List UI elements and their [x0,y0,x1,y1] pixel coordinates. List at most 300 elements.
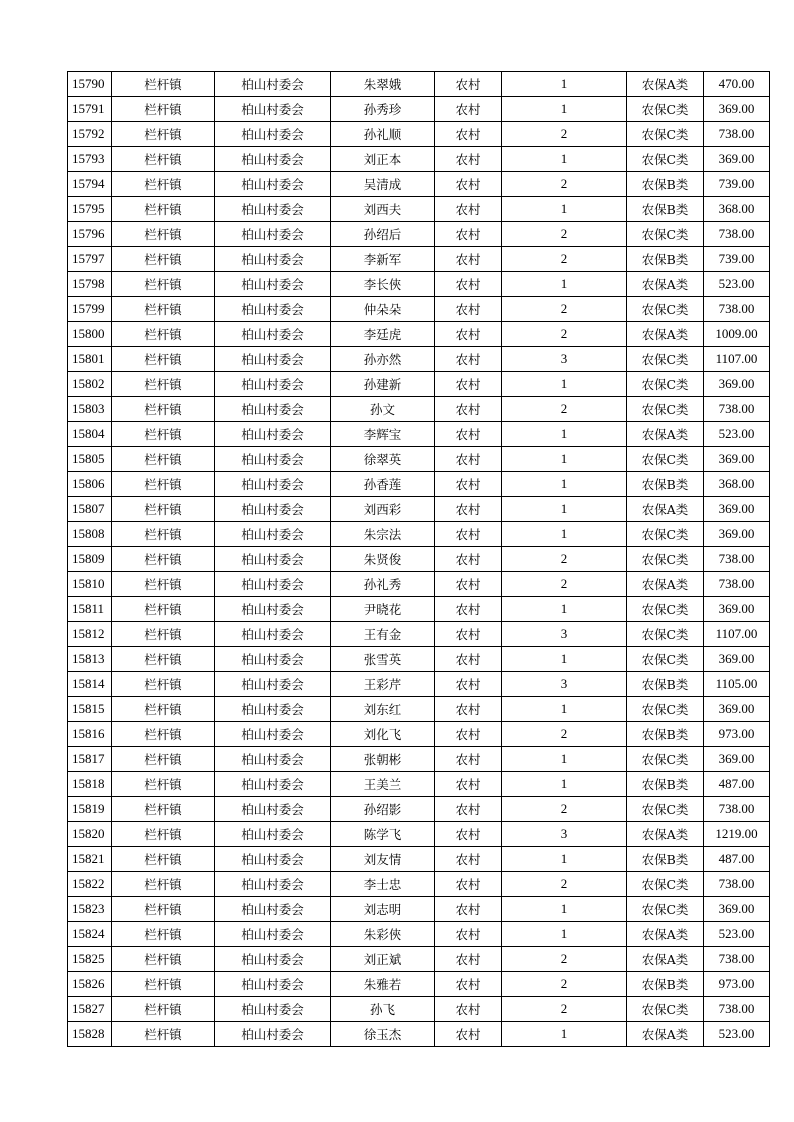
village-committee-cell: 柏山村委会 [215,397,331,422]
record-id-cell: 15813 [68,647,112,672]
table-row [68,822,770,847]
area-type-cell: 农村 [435,772,502,797]
record-id-cell: 15827 [68,997,112,1022]
record-id-cell: 15819 [68,797,112,822]
town-cell: 栏杆镇 [112,372,215,397]
village-committee-cell: 柏山村委会 [215,722,331,747]
person-name-cell: 孙飞 [331,997,435,1022]
village-committee-cell: 柏山村委会 [215,972,331,997]
table-row [68,847,770,872]
household-count-cell: 1 [502,372,627,397]
table-row [68,347,770,372]
amount-cell: 738.00 [704,997,770,1022]
insurance-class-cell: 农保C类 [627,397,704,422]
record-id-cell: 15807 [68,497,112,522]
town-cell: 栏杆镇 [112,72,215,97]
person-name-cell: 孙亦然 [331,347,435,372]
record-id-cell: 15824 [68,922,112,947]
insurance-class-cell: 农保A类 [627,1022,704,1047]
table-row [68,997,770,1022]
table-row [68,872,770,897]
household-count-cell: 2 [502,172,627,197]
household-count-cell: 2 [502,247,627,272]
area-type-cell: 农村 [435,697,502,722]
area-type-cell: 农村 [435,172,502,197]
town-cell: 栏杆镇 [112,322,215,347]
area-type-cell: 农村 [435,322,502,347]
amount-cell: 973.00 [704,722,770,747]
amount-cell: 369.00 [704,97,770,122]
town-cell: 栏杆镇 [112,922,215,947]
table-row [68,247,770,272]
record-id-cell: 15803 [68,397,112,422]
village-committee-cell: 柏山村委会 [215,197,331,222]
household-count-cell: 1 [502,897,627,922]
town-cell: 栏杆镇 [112,297,215,322]
town-cell: 栏杆镇 [112,997,215,1022]
insurance-class-cell: 农保C类 [627,147,704,172]
records-body [68,72,770,1047]
village-committee-cell: 柏山村委会 [215,822,331,847]
village-committee-cell: 柏山村委会 [215,997,331,1022]
amount-cell: 368.00 [704,197,770,222]
person-name-cell: 刘友情 [331,847,435,872]
village-committee-cell: 柏山村委会 [215,222,331,247]
town-cell: 栏杆镇 [112,847,215,872]
table-row [68,522,770,547]
area-type-cell: 农村 [435,1022,502,1047]
area-type-cell: 农村 [435,347,502,372]
village-committee-cell: 柏山村委会 [215,147,331,172]
village-committee-cell: 柏山村委会 [215,872,331,897]
record-id-cell: 15808 [68,522,112,547]
area-type-cell: 农村 [435,897,502,922]
person-name-cell: 刘东红 [331,697,435,722]
record-id-cell: 15823 [68,897,112,922]
town-cell: 栏杆镇 [112,897,215,922]
table-row [68,472,770,497]
record-id-cell: 15797 [68,247,112,272]
amount-cell: 739.00 [704,172,770,197]
person-name-cell: 刘西夫 [331,197,435,222]
insurance-class-cell: 农保C类 [627,697,704,722]
insurance-class-cell: 农保B类 [627,772,704,797]
insurance-class-cell: 农保A类 [627,422,704,447]
village-committee-cell: 柏山村委会 [215,1022,331,1047]
village-committee-cell: 柏山村委会 [215,472,331,497]
amount-cell: 738.00 [704,797,770,822]
record-id-cell: 15798 [68,272,112,297]
area-type-cell: 农村 [435,572,502,597]
table-row [68,572,770,597]
table-row [68,747,770,772]
village-committee-cell: 柏山村委会 [215,947,331,972]
town-cell: 栏杆镇 [112,747,215,772]
record-id-cell: 15816 [68,722,112,747]
insurance-class-cell: 农保B类 [627,247,704,272]
records-table [67,71,770,1047]
household-count-cell: 2 [502,572,627,597]
table-row [68,897,770,922]
town-cell: 栏杆镇 [112,447,215,472]
area-type-cell: 农村 [435,522,502,547]
household-count-cell: 1 [502,747,627,772]
record-id-cell: 15812 [68,622,112,647]
person-name-cell: 吴清成 [331,172,435,197]
amount-cell: 738.00 [704,122,770,147]
record-id-cell: 15790 [68,72,112,97]
person-name-cell: 仲朵朵 [331,297,435,322]
village-committee-cell: 柏山村委会 [215,622,331,647]
amount-cell: 369.00 [704,747,770,772]
table-row [68,372,770,397]
amount-cell: 738.00 [704,572,770,597]
household-count-cell: 1 [502,1022,627,1047]
village-committee-cell: 柏山村委会 [215,172,331,197]
village-committee-cell: 柏山村委会 [215,522,331,547]
village-committee-cell: 柏山村委会 [215,772,331,797]
table-row [68,597,770,622]
area-type-cell: 农村 [435,647,502,672]
town-cell: 栏杆镇 [112,547,215,572]
household-count-cell: 2 [502,297,627,322]
table-row [68,697,770,722]
insurance-class-cell: 农保C类 [627,747,704,772]
insurance-class-cell: 农保C类 [627,297,704,322]
household-count-cell: 1 [502,847,627,872]
record-id-cell: 15791 [68,97,112,122]
table-row [68,422,770,447]
person-name-cell: 王美兰 [331,772,435,797]
town-cell: 栏杆镇 [112,172,215,197]
record-id-cell: 15806 [68,472,112,497]
household-count-cell: 1 [502,697,627,722]
insurance-class-cell: 农保B类 [627,847,704,872]
record-id-cell: 15810 [68,572,112,597]
amount-cell: 369.00 [704,647,770,672]
table-row [68,797,770,822]
town-cell: 栏杆镇 [112,147,215,172]
table-row [68,972,770,997]
village-committee-cell: 柏山村委会 [215,572,331,597]
insurance-class-cell: 农保C类 [627,122,704,147]
household-count-cell: 1 [502,772,627,797]
record-id-cell: 15793 [68,147,112,172]
town-cell: 栏杆镇 [112,347,215,372]
insurance-class-cell: 农保C类 [627,372,704,397]
household-count-cell: 3 [502,672,627,697]
area-type-cell: 农村 [435,872,502,897]
amount-cell: 487.00 [704,772,770,797]
area-type-cell: 农村 [435,272,502,297]
household-count-cell: 1 [502,147,627,172]
person-name-cell: 王有金 [331,622,435,647]
household-count-cell: 2 [502,722,627,747]
insurance-class-cell: 农保C类 [627,872,704,897]
person-name-cell: 刘正本 [331,147,435,172]
household-count-cell: 2 [502,997,627,1022]
town-cell: 栏杆镇 [112,397,215,422]
insurance-class-cell: 农保B类 [627,972,704,997]
person-name-cell: 李廷虎 [331,322,435,347]
area-type-cell: 农村 [435,122,502,147]
amount-cell: 738.00 [704,872,770,897]
table-row [68,497,770,522]
record-id-cell: 15804 [68,422,112,447]
record-id-cell: 15826 [68,972,112,997]
household-count-cell: 2 [502,322,627,347]
amount-cell: 738.00 [704,947,770,972]
record-id-cell: 15792 [68,122,112,147]
town-cell: 栏杆镇 [112,722,215,747]
village-committee-cell: 柏山村委会 [215,847,331,872]
town-cell: 栏杆镇 [112,697,215,722]
amount-cell: 523.00 [704,922,770,947]
area-type-cell: 农村 [435,372,502,397]
town-cell: 栏杆镇 [112,872,215,897]
town-cell: 栏杆镇 [112,1022,215,1047]
amount-cell: 973.00 [704,972,770,997]
record-id-cell: 15825 [68,947,112,972]
person-name-cell: 李士忠 [331,872,435,897]
person-name-cell: 朱贤俊 [331,547,435,572]
area-type-cell: 农村 [435,847,502,872]
amount-cell: 369.00 [704,447,770,472]
insurance-class-cell: 农保C类 [627,447,704,472]
area-type-cell: 农村 [435,147,502,172]
village-committee-cell: 柏山村委会 [215,297,331,322]
household-count-cell: 1 [502,197,627,222]
record-id-cell: 15814 [68,672,112,697]
village-committee-cell: 柏山村委会 [215,72,331,97]
village-committee-cell: 柏山村委会 [215,422,331,447]
amount-cell: 369.00 [704,697,770,722]
village-committee-cell: 柏山村委会 [215,672,331,697]
area-type-cell: 农村 [435,97,502,122]
insurance-class-cell: 农保C类 [627,647,704,672]
village-committee-cell: 柏山村委会 [215,922,331,947]
area-type-cell: 农村 [435,447,502,472]
table-row [68,172,770,197]
table-row [68,122,770,147]
area-type-cell: 农村 [435,997,502,1022]
table-row [68,672,770,697]
record-id-cell: 15817 [68,747,112,772]
amount-cell: 368.00 [704,472,770,497]
village-committee-cell: 柏山村委会 [215,97,331,122]
insurance-class-cell: 农保C类 [627,522,704,547]
amount-cell: 1219.00 [704,822,770,847]
table-row [68,222,770,247]
person-name-cell: 孙秀珍 [331,97,435,122]
town-cell: 栏杆镇 [112,597,215,622]
insurance-class-cell: 农保C类 [627,897,704,922]
insurance-class-cell: 农保B类 [627,472,704,497]
amount-cell: 1107.00 [704,347,770,372]
person-name-cell: 刘化飞 [331,722,435,747]
table-row [68,297,770,322]
table-row [68,1022,770,1047]
person-name-cell: 朱宗法 [331,522,435,547]
household-count-cell: 2 [502,222,627,247]
person-name-cell: 孙礼顺 [331,122,435,147]
town-cell: 栏杆镇 [112,197,215,222]
amount-cell: 738.00 [704,397,770,422]
insurance-class-cell: 农保B类 [627,722,704,747]
insurance-class-cell: 农保C类 [627,797,704,822]
town-cell: 栏杆镇 [112,247,215,272]
record-id-cell: 15809 [68,547,112,572]
insurance-class-cell: 农保C类 [627,222,704,247]
table-row [68,547,770,572]
town-cell: 栏杆镇 [112,822,215,847]
record-id-cell: 15818 [68,772,112,797]
person-name-cell: 朱雅若 [331,972,435,997]
area-type-cell: 农村 [435,797,502,822]
insurance-class-cell: 农保B类 [627,197,704,222]
amount-cell: 470.00 [704,72,770,97]
table-row [68,922,770,947]
insurance-class-cell: 农保C类 [627,997,704,1022]
record-id-cell: 15805 [68,447,112,472]
household-count-cell: 1 [502,522,627,547]
amount-cell: 369.00 [704,897,770,922]
amount-cell: 523.00 [704,422,770,447]
person-name-cell: 孙绍影 [331,797,435,822]
insurance-class-cell: 农保C类 [627,547,704,572]
town-cell: 栏杆镇 [112,797,215,822]
village-committee-cell: 柏山村委会 [215,697,331,722]
village-committee-cell: 柏山村委会 [215,272,331,297]
area-type-cell: 农村 [435,422,502,447]
insurance-class-cell: 农保C类 [627,597,704,622]
household-count-cell: 1 [502,472,627,497]
area-type-cell: 农村 [435,822,502,847]
table-row [68,722,770,747]
person-name-cell: 张雪英 [331,647,435,672]
table-row [68,97,770,122]
area-type-cell: 农村 [435,622,502,647]
record-id-cell: 15796 [68,222,112,247]
person-name-cell: 徐玉杰 [331,1022,435,1047]
household-count-cell: 1 [502,97,627,122]
household-count-cell: 1 [502,497,627,522]
insurance-class-cell: 农保A类 [627,72,704,97]
record-id-cell: 15815 [68,697,112,722]
town-cell: 栏杆镇 [112,97,215,122]
household-count-cell: 2 [502,122,627,147]
insurance-class-cell: 农保A类 [627,272,704,297]
household-count-cell: 2 [502,972,627,997]
area-type-cell: 农村 [435,672,502,697]
area-type-cell: 农村 [435,297,502,322]
area-type-cell: 农村 [435,947,502,972]
insurance-class-cell: 农保A类 [627,497,704,522]
amount-cell: 369.00 [704,597,770,622]
household-count-cell: 2 [502,797,627,822]
town-cell: 栏杆镇 [112,622,215,647]
table-row [68,322,770,347]
table-row [68,272,770,297]
amount-cell: 738.00 [704,297,770,322]
person-name-cell: 朱彩俠 [331,922,435,947]
area-type-cell: 农村 [435,922,502,947]
record-id-cell: 15828 [68,1022,112,1047]
household-count-cell: 3 [502,347,627,372]
table-row [68,947,770,972]
person-name-cell: 刘志明 [331,897,435,922]
amount-cell: 739.00 [704,247,770,272]
person-name-cell: 张朝彬 [331,747,435,772]
record-id-cell: 15820 [68,822,112,847]
record-id-cell: 15821 [68,847,112,872]
village-committee-cell: 柏山村委会 [215,547,331,572]
household-count-cell: 1 [502,922,627,947]
area-type-cell: 农村 [435,497,502,522]
town-cell: 栏杆镇 [112,772,215,797]
table-row [68,72,770,97]
amount-cell: 523.00 [704,1022,770,1047]
table-row [68,147,770,172]
amount-cell: 1107.00 [704,622,770,647]
area-type-cell: 农村 [435,597,502,622]
record-id-cell: 15800 [68,322,112,347]
person-name-cell: 孙建新 [331,372,435,397]
area-type-cell: 农村 [435,247,502,272]
town-cell: 栏杆镇 [112,497,215,522]
person-name-cell: 李新军 [331,247,435,272]
insurance-class-cell: 农保B类 [627,172,704,197]
person-name-cell: 孙文 [331,397,435,422]
village-committee-cell: 柏山村委会 [215,447,331,472]
village-committee-cell: 柏山村委会 [215,597,331,622]
insurance-class-cell: 农保A类 [627,572,704,597]
household-count-cell: 1 [502,272,627,297]
household-count-cell: 3 [502,822,627,847]
town-cell: 栏杆镇 [112,272,215,297]
amount-cell: 1105.00 [704,672,770,697]
area-type-cell: 农村 [435,197,502,222]
amount-cell: 738.00 [704,222,770,247]
area-type-cell: 农村 [435,547,502,572]
amount-cell: 523.00 [704,272,770,297]
person-name-cell: 刘正斌 [331,947,435,972]
area-type-cell: 农村 [435,972,502,997]
village-committee-cell: 柏山村委会 [215,647,331,672]
area-type-cell: 农村 [435,747,502,772]
record-id-cell: 15801 [68,347,112,372]
household-count-cell: 2 [502,397,627,422]
insurance-class-cell: 农保A类 [627,922,704,947]
town-cell: 栏杆镇 [112,947,215,972]
insurance-class-cell: 农保C类 [627,622,704,647]
town-cell: 栏杆镇 [112,572,215,597]
insurance-class-cell: 农保C类 [627,97,704,122]
record-id-cell: 15802 [68,372,112,397]
person-name-cell: 孙礼秀 [331,572,435,597]
insurance-class-cell: 农保A类 [627,322,704,347]
person-name-cell: 刘西彩 [331,497,435,522]
record-id-cell: 15795 [68,197,112,222]
village-committee-cell: 柏山村委会 [215,347,331,372]
area-type-cell: 农村 [435,222,502,247]
town-cell: 栏杆镇 [112,522,215,547]
table-row [68,622,770,647]
amount-cell: 369.00 [704,372,770,397]
table-row [68,447,770,472]
person-name-cell: 李辉宝 [331,422,435,447]
household-count-cell: 3 [502,622,627,647]
